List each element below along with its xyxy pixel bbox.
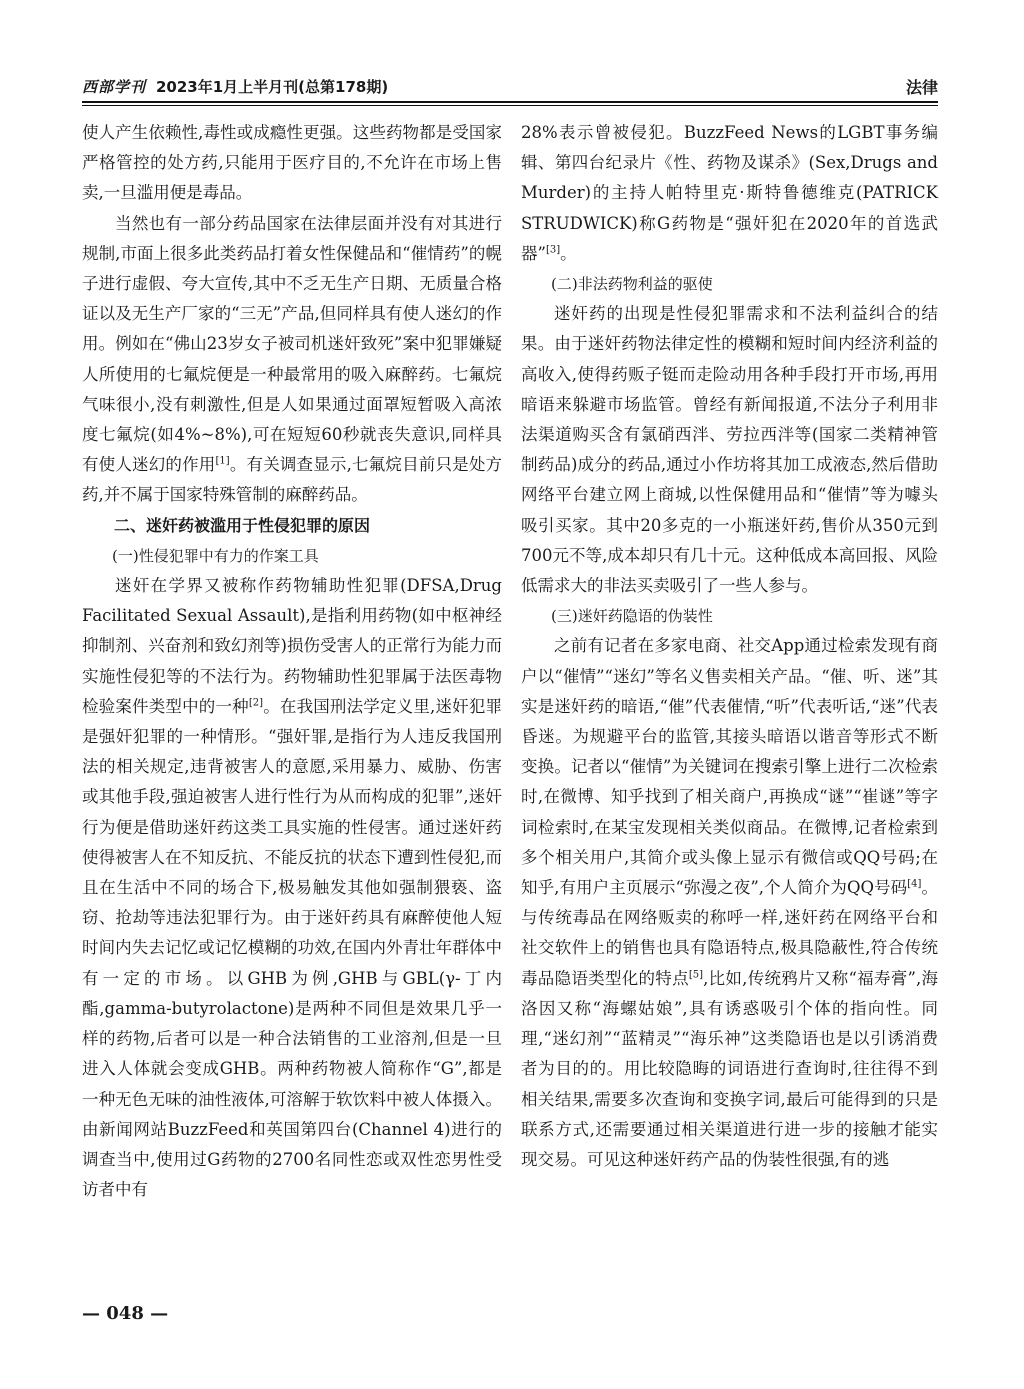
section-label: 法律 <box>905 78 938 97</box>
right-column <box>521 118 938 1175</box>
paragraph: 使人产生依赖性,毒性或成瘾性更强。这些药物都是受国家严格管控的处方药,只能用于医疗目的,不允许在市场上售卖,一旦滥用便是毒品。 <box>82 123 502 203</box>
journal-logo: 西部学刊 <box>82 78 147 96</box>
text-run: 迷奸在学界又被称作药物辅助性犯罪(DFSA,Drug Facilitated Sexual Assault),是指利用药物(如中枢神经抑制剂、兴奋剂和致幻剂等)损伤受害人的正常行为能力而实施性侵犯等的不法行为。药物辅助性犯罪属于法医毒物检验案件类型中的一种 <box>82 576 502 716</box>
text-run: 当然也有一部分药品国家在法律层面并没有对其进行规制,市面上很多此类药品打着女性保健品和“催情药”的幌子进行虚假、夸大宣传,其中不乏无生产日期、无质量合格证以及无生产厂家的“三无”产品,但同样具有使人迷幻的作用。例如在“佛山23岁女子被司机迷奸致死”案中犯罪嫌疑人所使用的七氟烷便是一种最常用的吸入麻醉药。七氟烷气味很小,没有刺激性,但是人如果通过面罩短暂吸入高浓度七氟烷(如4%~8%),可在短短60秒就丧失意识,同样具有使人迷幻的作用 <box>82 213 502 475</box>
text-run: 。在我国刑法学定义里,迷奸犯罪是强奸犯罪的一种情形。“强奸罪,是指行为人违反我国刑法的相关规定,违背被害人的意愿,采用暴力、威胁、伤害或其他手段,强迫被害人进行性行为从而构成的犯罪”,迷奸行为便是借助迷奸药这类工具实施的性侵害。通过迷奸药使得被害人在不知反抗、不能反抗的状态下遭到性侵犯,而且在生活中不同的场合下,极易触发其他如强制猥亵、盗窃、抢劫等违法犯罪行为。由于迷奸药具有麻醉使他人短时间内失去记忆或记忆模糊的功效,在国内外青壮年群体中有一定的市场。以GHB为例,GHB与GBL(γ-丁内酯,gamma-butyrolactone)是两种不同但是效果几乎一样的药物,后者可以是一种合法销售的工业溶剂,但是一旦进入人体就会变成GHB。两种药物被人简称作“G”,都是一种无色无味的油性液体,可溶解于软饮料中被人体摄入。由新闻网站BuzzFeed和英国第四台(Channel 4)进行的调查当中,使用过G药物的2700名同性恋或双性恋男性受访者中有 <box>82 696 503 1200</box>
text-run: 。有关调查显示,七氟烷目前只是处方药,并不属于国家特殊管制的麻醉药品。 <box>82 455 502 505</box>
text-run: 。与传统毒品在网络贩卖的称呼一样,迷奸药在网络平台和社交软件上的销售也具有隐语特点,极具隐蔽性,符合传统毒品隐语类型化的特点 <box>521 878 938 988</box>
text-run: 之前有记者在多家电商、社交App通过检索发现有商户以“催情”“迷幻”等名义售卖相关产品。“催、听、迷”其实是迷奸药的暗语,“催”代表催情,“听”代表听话,“迷”代表昏迷。为规避平台的监管,其接头暗语以谐音等形式不断变换。记者以“催情”为关键词在搜索引擎上进行二次检索时,在微博、知乎找到了相关商户,再换成“谜”“崔谜”等字词检索时,在某宝发现相关类似商品。在微博,记者检索到多个相关用户,其简介或头像上显示有微信或QQ号码;在知乎,有用户主页展示“弥漫之夜”,个人简介为QQ号码 <box>521 636 938 898</box>
paragraph <box>521 631 938 1175</box>
paragraph <box>521 118 938 269</box>
header-rule-thick <box>82 101 938 103</box>
citation: [1] <box>215 455 230 467</box>
citation: [2] <box>248 697 264 709</box>
paragraph: 迷奸药的出现是性侵犯罪需求和不法利益纠合的结果。由于迷奸药物法律定性的模糊和短时间内经济利益的高收入,使得药贩子铤而走险动用各种手段打开市场,再用暗语来躲避市场监管。曾经有新闻报道,不法分子利用非法渠道购买含有氯硝西泮、劳拉西泮等(国家二类精神管制药品)成分的药品,通过小作坊将其加工成液态,然后借助网络平台建立网上商城,以性保健用品和“催情”等为噱头吸引买家。其中20多克的一小瓶迷奸药,售价从350元到700元不等,成本却只有几十元。这种低成本高回报、风险低需求大的非法买卖吸引了一些人参与。 <box>521 304 938 596</box>
page-number: — 048 — <box>82 1303 169 1324</box>
section-heading: 二、迷奸药被滥用于性侵犯罪的原因 <box>114 515 371 535</box>
text-run: ,比如,传统鸦片又称“福寿膏”,海洛因又称“海螺姑娘”,具有诱惑吸引个体的指向性。同理,“迷幻剂”“蓝精灵”“海乐神”这类隐语也是以引诱消费者为目的的。用比较隐晦的词语进行查询时,往往得不到相关结果,需要多次查询和变换字词,最后可能得到的只是联系方式,还需要通过相关渠道进行进一步的接触才能实现交易。可见这种迷奸药产品的伪装性很强,有的逃 <box>521 968 938 1169</box>
subsection-heading: (二)非法药物利益的驱使 <box>551 275 713 294</box>
text-run: 。 <box>560 243 577 263</box>
paragraph <box>82 571 502 1205</box>
subsection-heading: (一)性侵犯罪中有力的作案工具 <box>112 546 319 565</box>
left-column <box>82 118 502 1205</box>
header-rule-thin <box>82 105 938 106</box>
page-header <box>82 74 938 100</box>
issue-info: 2023年1月上半月刊(总第178期) <box>156 78 389 96</box>
paragraph <box>82 209 502 511</box>
citation: [3] <box>545 244 561 256</box>
citation: [4] <box>907 878 922 890</box>
text-run: 28%表示曾被侵犯。BuzzFeed News的LGBT事务编辑、第四台纪录片《性、药物及谋杀》(Sex,Drugs and Murder)的主持人帕特里克·斯特鲁德维克(PATRICK STRUDWICK)称G药物是“强奸犯在2020年的首选武器” <box>521 123 938 263</box>
citation: [5] <box>688 969 704 981</box>
subsection-heading: (三)迷奸药隐语的伪装性 <box>551 607 713 626</box>
